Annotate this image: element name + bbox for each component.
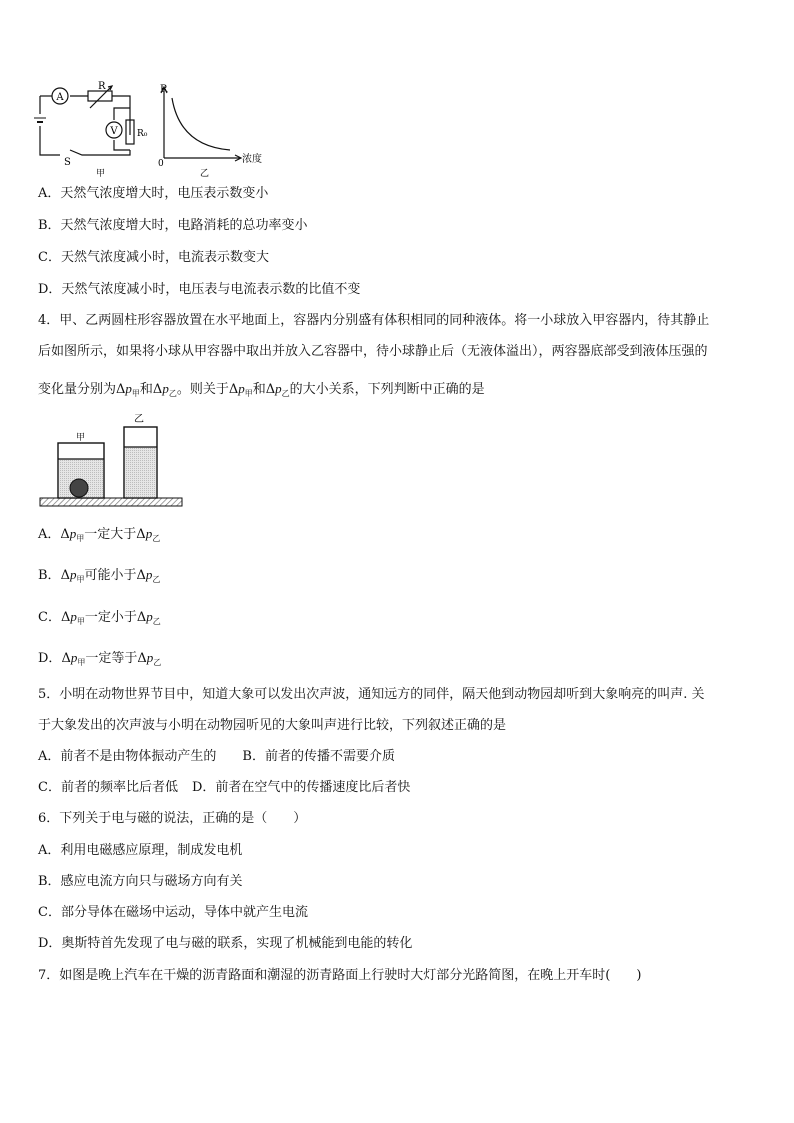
- q6-option-a: A．利用电磁感应原理，制成发电机: [38, 843, 243, 858]
- resistor-r0-label: R₀: [137, 129, 148, 139]
- subscript-jia: 甲: [131, 389, 140, 398]
- q4-text: 和: [139, 382, 153, 397]
- q5-option-d: D．前者在空气中的传播速度比后者快: [191, 780, 411, 795]
- q3-option-c: C．天然气浓度减小时，电流表示数变大: [38, 250, 269, 265]
- q3-option-d: D．天然气浓度减小时，电压表与电流表示数的比值不变: [38, 282, 361, 297]
- q4-stem-line2: 后如图所示，如果将小球从甲容器中取出并放入乙容器中，待小球静止后（无液体溢出），两容器底部受到液体压强的: [38, 344, 708, 359]
- q4-text: 。则关于: [176, 382, 229, 397]
- resistor-r-label: R: [98, 81, 106, 92]
- q5-options-row1: [38, 749, 395, 765]
- figure-yi-label: 乙: [200, 169, 210, 179]
- p-symbol: p: [238, 381, 245, 396]
- figure-jia-label: 甲: [96, 169, 106, 179]
- delta-symbol: Δ: [116, 382, 126, 397]
- q6-option-b: B．感应电流方向只与磁场方向有关: [38, 874, 243, 889]
- q4-text: 变化量分别为: [38, 382, 117, 397]
- p-symbol: p: [275, 381, 282, 396]
- q4-option-b: B．$\Delta p_甲$可能小于$\Delta p_乙$: [38, 567, 161, 584]
- q6-option-c: C．部分导体在磁场中运动，导体中就产生电流: [38, 905, 308, 920]
- graph-x-label: 浓度: [242, 154, 262, 165]
- container-yi-label: 乙: [134, 414, 144, 425]
- containers-figure: [38, 412, 188, 508]
- q4-text: 和: [252, 382, 266, 397]
- q5-option-c: C．前者的频率比后者低: [38, 780, 178, 795]
- q5-stem-line2: 于大象发出的次声波与小明在动物园听见的大象叫声进行比较，下列叙述正确的是: [38, 718, 507, 733]
- q4-stem-line1: 4．甲、乙两圆柱形容器放置在水平地面上，容器内分别盛有体积相同的同种液体。将一小球放入甲容器内，待其静止: [38, 313, 710, 328]
- q7-stem: 7．如图是晚上汽车在干燥的沥青路面和潮湿的沥青路面上行驶时大灯部分光路简图，在晚上开车时( ): [38, 968, 642, 983]
- q6-option-d: D．奥斯特首先发现了电与磁的联系，实现了机械能到电能的转化: [38, 936, 413, 951]
- q3-option-a: A．天然气浓度增大时，电压表示数变小: [38, 186, 269, 201]
- graph-origin-label: 0: [158, 159, 164, 169]
- q4-stem-line3: [38, 381, 485, 402]
- p-symbol: p: [162, 381, 169, 396]
- q5-option-a: A．前者不是由物体振动产生的: [38, 749, 217, 764]
- q4-text: 的大小关系，下列判断中正确的是: [289, 382, 485, 397]
- voltmeter-label: V: [110, 126, 118, 137]
- delta-symbol: Δ: [152, 382, 163, 397]
- container-jia-label: 甲: [76, 433, 86, 443]
- delta-symbol: Δ: [228, 382, 239, 397]
- switch-label: S: [64, 157, 71, 168]
- delta-symbol: Δ: [265, 382, 276, 397]
- graph-y-label: R: [160, 84, 168, 95]
- subscript-jia: 甲: [244, 389, 253, 398]
- p-symbol: p: [125, 381, 132, 396]
- q3-option-b: B．天然气浓度增大时，电路消耗的总功率变小: [38, 218, 308, 233]
- q4-option-c: C．$\Delta p_甲$一定小于$\Delta p_乙$: [38, 609, 161, 626]
- q6-stem: 6．下列关于电与磁的说法，正确的是（ ）: [38, 811, 307, 826]
- subscript-yi: 乙: [281, 389, 290, 398]
- subscript-yi: 乙: [168, 389, 177, 398]
- q5-options-row2: [38, 780, 410, 796]
- q4-option-a: A．$\Delta p_甲$一定大于$\Delta p_乙$: [38, 526, 161, 543]
- q4-option-d: D．$\Delta p_甲$一定等于$\Delta p_乙$: [38, 650, 162, 667]
- circuit-and-graph-figure: [30, 80, 280, 180]
- ammeter-label: A: [56, 92, 64, 103]
- q5-stem-line1: 5．小明在动物世界节目中，知道大象可以发出次声波，通知远方的同伴，隔天他到动物园却听到大象响亮的叫声. 关: [38, 687, 705, 702]
- q5-option-b: B．前者的传播不需要介质: [242, 749, 395, 764]
